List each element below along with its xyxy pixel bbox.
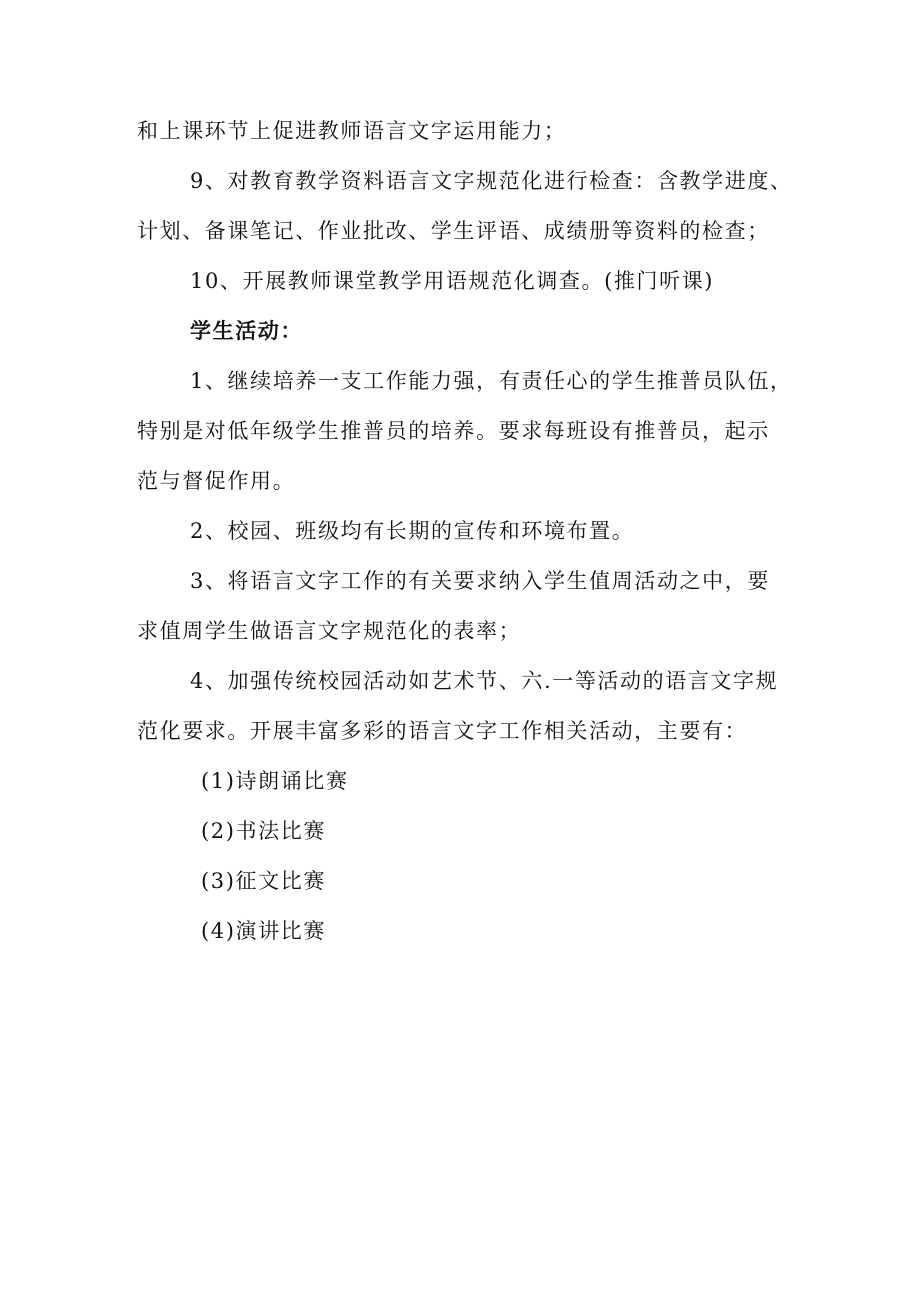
section-heading-student-activities: 学生活动：	[190, 318, 303, 343]
paragraph-line: 和上课环节上促进教师语言文字运用能力；	[137, 119, 567, 143]
document-body	[137, 106, 797, 956]
item-3-line-1: 3、将语言文字工作的有关要求纳入学生值周活动之中，要	[190, 569, 770, 593]
activity-essay: (3)征文比赛	[201, 869, 326, 893]
item-3-line-2: 求值周学生做语言文字规范化的表率；	[137, 619, 522, 643]
activity-poetry-recitation: (1)诗朗诵比赛	[201, 769, 349, 793]
item-1-line-2: 特别是对低年级学生推普员的培养。要求每班设有推普员，起示	[137, 419, 770, 443]
item-4-line-1: 4、加强传统校园活动如艺术节、六.一等活动的语言文字规	[190, 669, 779, 693]
item-9-line-1: 9、对教育教学资料语言文字规范化进行检查：含教学进度、	[190, 169, 793, 193]
item-1-line-1: 1、继续培养一支工作能力强，有责任心的学生推普员队伍，	[190, 369, 793, 393]
activity-calligraphy: (2)书法比赛	[201, 819, 326, 843]
item-4-line-2: 范化要求。开展丰富多彩的语言文字工作相关活动，主要有：	[137, 719, 748, 743]
item-2: 2、校园、班级均有长期的宣传和环境布置。	[190, 519, 635, 543]
activity-speech: (4)演讲比赛	[201, 919, 326, 943]
item-9-line-2: 计划、备课笔记、作业批改、学生评语、成绩册等资料的检查；	[137, 219, 770, 243]
item-10: 10、开展教师课堂教学用语规范化调查。(推门听课)	[190, 269, 715, 293]
item-1-line-3: 范与督促作用。	[137, 469, 296, 493]
